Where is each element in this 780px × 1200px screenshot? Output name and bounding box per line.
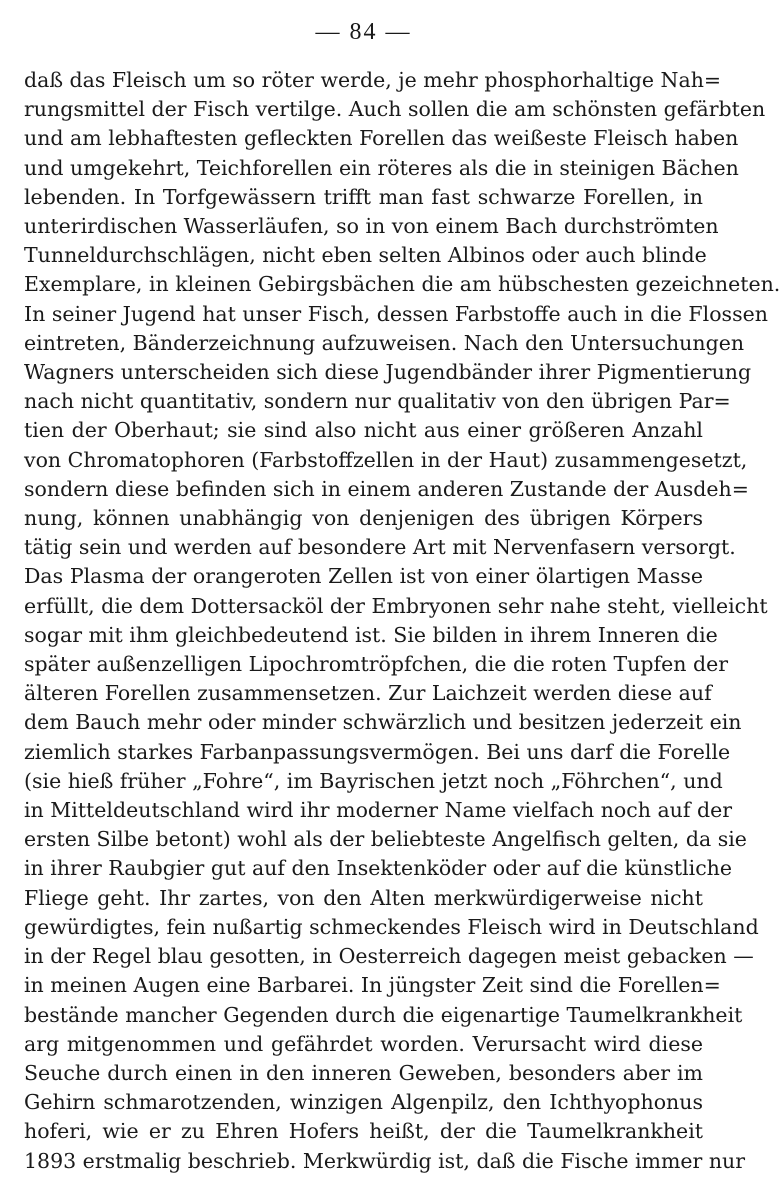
text-line: arg mitgenommen und gefährdet worden. Verursacht wird diese — [24, 1031, 703, 1056]
text-line: Tunneldurchschlägen, nicht eben selten Albinos oder auch blinde — [24, 243, 707, 268]
text-line: Wagners unterscheiden sich diese Jugendbänder ihrer Pigmentierung — [24, 360, 752, 385]
text-line: nach nicht quantitativ, sondern nur qualitativ von den übrigen Par= — [24, 389, 731, 414]
text-line: und am lebhaftesten gefleckten Forellen das weißeste Fleisch haben — [24, 126, 739, 151]
text-line: (sie hieß früher „Fohre“, im Bayrischen jetzt noch „Föhrchen“, und — [24, 768, 723, 793]
text-line: erfüllt, die dem Dottersacköl der Embryonen sehr nahe steht, vielleicht — [24, 593, 768, 618]
text-line: sogar mit ihm gleichbedeutend ist. Sie bilden in ihrem Inneren die — [24, 622, 718, 647]
text-line: Das Plasma der orangeroten Zellen ist von einer ölartigen Masse — [24, 564, 703, 589]
text-line: und umgekehrt, Teichforellen ein röteres als die in steinigen Bächen — [24, 155, 739, 180]
text-line: bestände mancher Gegenden durch die eigenartige Taumelkrankheit — [24, 1002, 743, 1027]
text-line: lebenden. In Torfgewässern trifft man fast schwarze Forellen, in — [24, 184, 703, 209]
text-line: ziemlich starkes Farbanpassungsvermögen. Bei uns darf die Forelle — [24, 739, 731, 764]
text-line: tien der Oberhaut; sie sind also nicht aus einer größeren Anzahl — [24, 418, 703, 443]
text-line: Exemplare, in kleinen Gebirgsbächen die am hübschesten gezeichneten. — [24, 272, 780, 297]
text-line: in Mitteldeutschland wird ihr moderner Name vielfach noch auf der — [24, 798, 733, 823]
text-line: später außenzelligen Lipochromtröpfchen, die die roten Tupfen der — [24, 652, 728, 677]
text-line: tätig sein und werden auf besondere Art mit Nervenfasern versorgt. — [24, 535, 736, 560]
page-number: — 84 — — [315, 19, 412, 45]
text-line: hoferi, wie er zu Ehren Hofers heißt, der die Taumelkrankheit — [24, 1119, 703, 1144]
text-line: sondern diese befinden sich in einem anderen Zustande der Ausdeh= — [24, 476, 749, 501]
text-line: Fliege geht. Ihr zartes, von den Alten merkwürdigerweise nicht — [24, 885, 703, 910]
text-line: Gehirn schmarotzenden, winzigen Algenpilz, den Ichthyophonus — [24, 1090, 703, 1115]
text-line: rungsmittel der Fisch vertilge. Auch sollen die am schönsten gefärbten — [24, 97, 766, 122]
text-line: in ihrer Raubgier gut auf den Insektenköder oder auf die künstliche — [24, 856, 733, 881]
text-line: ersten Silbe betont) wohl als der beliebteste Angelfisch gelten, da sie — [24, 827, 747, 852]
text-line: In seiner Jugend hat unser Fisch, dessen Farbstoffe auch in die Flossen — [24, 301, 768, 326]
text-line: in meinen Augen eine Barbarei. In jüngster Zeit sind die Forellen= — [24, 973, 721, 998]
text-line: älteren Forellen zusammensetzen. Zur Laichzeit werden diese auf — [24, 681, 712, 706]
text-line: eintreten, Bänderzeichnung aufzuweisen. Nach den Untersuchungen — [24, 330, 745, 355]
text-line: von Chromatophoren (Farbstoffzellen in der Haut) zusammengesetzt, — [24, 447, 748, 472]
text-line: Seuche durch einen in den inneren Geweben, besonders aber im — [24, 1060, 703, 1085]
text-line: daß das Fleisch um so röter werde, je mehr phosphorhaltige Nah= — [24, 68, 722, 92]
text-line: in der Regel blau gesotten, in Oesterreich dagegen meist gebacken — — [24, 944, 754, 969]
text-line: unterirdischen Wasserläufen, so in von einem Bach durchströmten — [24, 214, 719, 239]
text-line: dem Bauch mehr oder minder schwärzlich und besitzen jederzeit ein — [24, 710, 742, 735]
text-line: gewürdigtes, fein nußartig schmeckendes Fleisch wird in Deutschland — [24, 914, 759, 939]
body-text — [24, 66, 780, 1176]
text-line: 1893 erstmalig beschrieb. Merkwürdig ist, daß die Fische immer nur — [24, 1148, 746, 1173]
text-line: nung, können unabhängig von denjenigen des übrigen Körpers — [24, 506, 703, 531]
